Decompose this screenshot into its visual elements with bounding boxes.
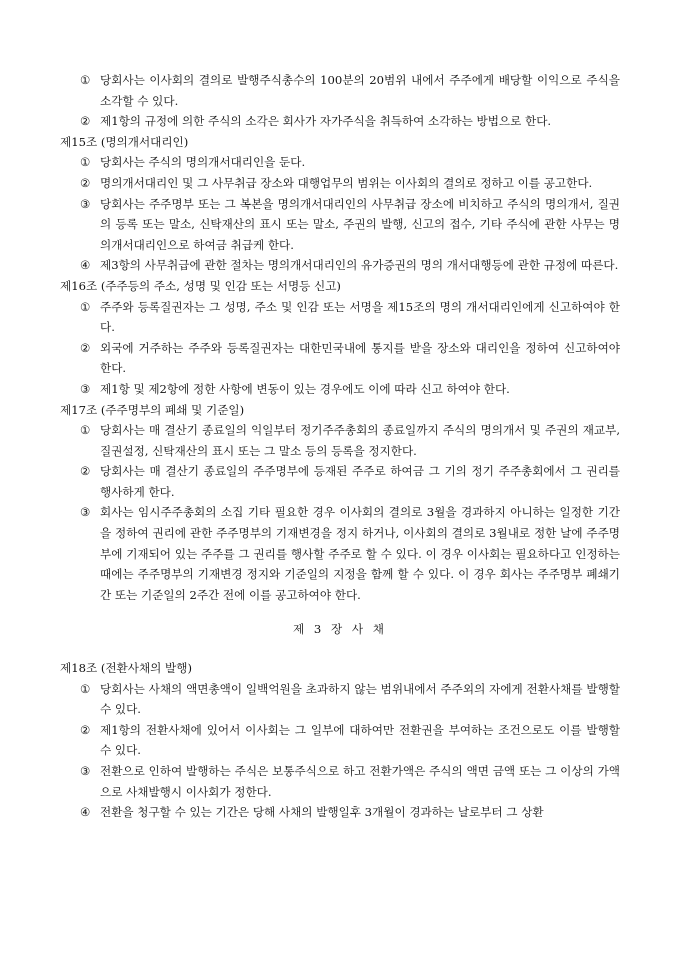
chapter-heading: 제 3 장 사 채 <box>293 622 387 637</box>
clause-item <box>0 461 680 502</box>
clause-text: 제1항의 규정에 의한 주식의 소각은 회사가 자가주식을 취득하여 소각하는 방법으로 한다. <box>100 114 552 129</box>
clause-text: 당회사는 매 결산기 종료일의 익일부터 정기주주총회의 종료일까지 주식의 명의개서 및 주권의 재교부, 질권설정, 신탁재산의 표시 또는 그 말소 등의 등록을 정지한다. <box>100 423 620 458</box>
clause-text: 당회사는 주주명부 또는 그 복본을 명의개서대리인의 사무취급 장소에 비치하고 주식의 명의개서, 질권의 등록 또는 말소, 신탁재산의 표시 또는 말소, 주권의 발행, 신고의 접수, 기타 주식에 관한 사무는 명의개서대리인으로 하여금 취급케 한다. <box>100 196 620 252</box>
clause-item <box>0 802 680 823</box>
clause-number: ① <box>80 681 91 696</box>
clause-text: 당회사는 이사회의 결의로 발행주식총수의 100분의 20범위 내에서 주주에게 배당할 이익으로 주식을 소각할 수 있다. <box>100 73 620 108</box>
clause-number: ④ <box>80 805 91 820</box>
clause-item <box>0 502 680 605</box>
clause-text: 당회사는 사채의 액면총액이 일백억원을 초과하지 않는 범위내에서 주주외의 자에게 전환사채를 발행할 수 있다. <box>100 681 620 717</box>
clause-item <box>0 297 680 338</box>
clause-number: ② <box>80 340 91 355</box>
clause-number: ③ <box>80 381 91 396</box>
document-body <box>0 70 680 823</box>
clause-item <box>0 152 680 173</box>
clause-text: 당회사는 매 결산기 종료일의 주주명부에 등재된 주주로 하여금 그 기의 정기 주주총회에서 그 권리를 행사하게 한다. <box>100 464 620 499</box>
clause-text: 당회사는 주식의 명의개서대리인을 둔다. <box>100 155 306 170</box>
clause-number: ② <box>80 175 91 190</box>
clause-number: ③ <box>80 764 91 778</box>
clause-item <box>0 420 680 461</box>
clause-text: 제1항의 전환사채에 있어서 이사회는 그 일부에 대하여만 전환권을 부여하는 조건으로도 이를 발행할 수 있다. <box>100 722 620 758</box>
clause-item <box>0 111 680 132</box>
clause-text: 외국에 거주하는 주주와 등록질권자는 대한민국내에 통지를 받을 장소와 대리인을 정하여 신고하여야 한다. <box>100 340 620 376</box>
clause-item <box>0 173 680 194</box>
clause-number: ① <box>80 423 91 438</box>
article-heading: 제18조 (전환사채의 발행) <box>60 661 192 676</box>
clause-item <box>0 338 680 379</box>
clause-text: 전환으로 인하여 발행하는 주식은 보통주식으로 하고 전환가액은 주식의 액면 금액 또는 그 이상의 가액으로 사채발행시 이사회가 정한다. <box>100 764 620 799</box>
clause-number: ① <box>80 299 91 314</box>
clause-number: ③ <box>80 505 91 520</box>
clause-text: 전환을 청구할 수 있는 기간은 당해 사채의 발행일후 3개월이 경과하는 날로부터 그 상환 <box>100 805 544 820</box>
clause-number: ① <box>80 73 91 87</box>
clause-text: 제1항 및 제2항에 정한 사항에 변동이 있는 경우에도 이에 따라 신고 하여야 한다. <box>100 381 510 396</box>
clause-text: 회사는 임시주주총회의 소집 기타 필요한 경우 이사회의 결의로 3월을 경과하지 아니하는 일정한 기간을 정하여 권리에 관한 주주명부의 기재변경을 정지 하거나, 이사회의 결의로 3월내로 정한 날에 주주명부에 기재되어 있는 주주를 그 권리를 행사할 주주로 할 수 있다. 이 경우 이사회는 필요하다고 인정하는 때에는 주주명부의 기재변경 정지와 기준일의 지정을 함께 할 수 있다. 이 경우 회사는 주주명부 폐쇄기간 또는 기준일의 2주간 전에 이를 공고하여야 한다. <box>100 505 620 602</box>
clause-number: ② <box>80 722 91 737</box>
clause-number: ② <box>80 114 91 129</box>
article-heading: 제15조 (명의개서대리인) <box>60 134 189 149</box>
clause-number: ④ <box>80 258 91 273</box>
clause-number: ③ <box>80 196 91 211</box>
clause-item <box>0 761 680 802</box>
clause-text: 명의개서대리인 및 그 사무취급 장소와 대행업무의 범위는 이사회의 결의로 정하고 이를 공고한다. <box>100 175 593 190</box>
clause-item <box>0 679 680 720</box>
clause-item <box>0 255 680 276</box>
clause-item <box>0 379 680 400</box>
article-heading: 제17조 (주주명부의 폐쇄 및 기준일) <box>60 402 245 417</box>
clause-item <box>0 70 680 111</box>
clause-item <box>0 720 680 761</box>
clause-text: 주주와 등록질권자는 그 성명, 주소 및 인감 또는 서명을 제15조의 명의 개서대리인에게 신고하여야 한다. <box>100 299 620 335</box>
clause-number: ② <box>80 464 91 479</box>
clause-number: ① <box>80 155 91 170</box>
clause-text: 제3항의 사무취급에 관한 절차는 명의개서대리인의 유가증권의 명의 개서대행등에 관한 규정에 따른다. <box>100 258 619 273</box>
article-heading: 제16조 (주주등의 주소, 성명 및 인감 또는 서명등 신고) <box>60 278 341 293</box>
clause-item <box>0 194 680 256</box>
